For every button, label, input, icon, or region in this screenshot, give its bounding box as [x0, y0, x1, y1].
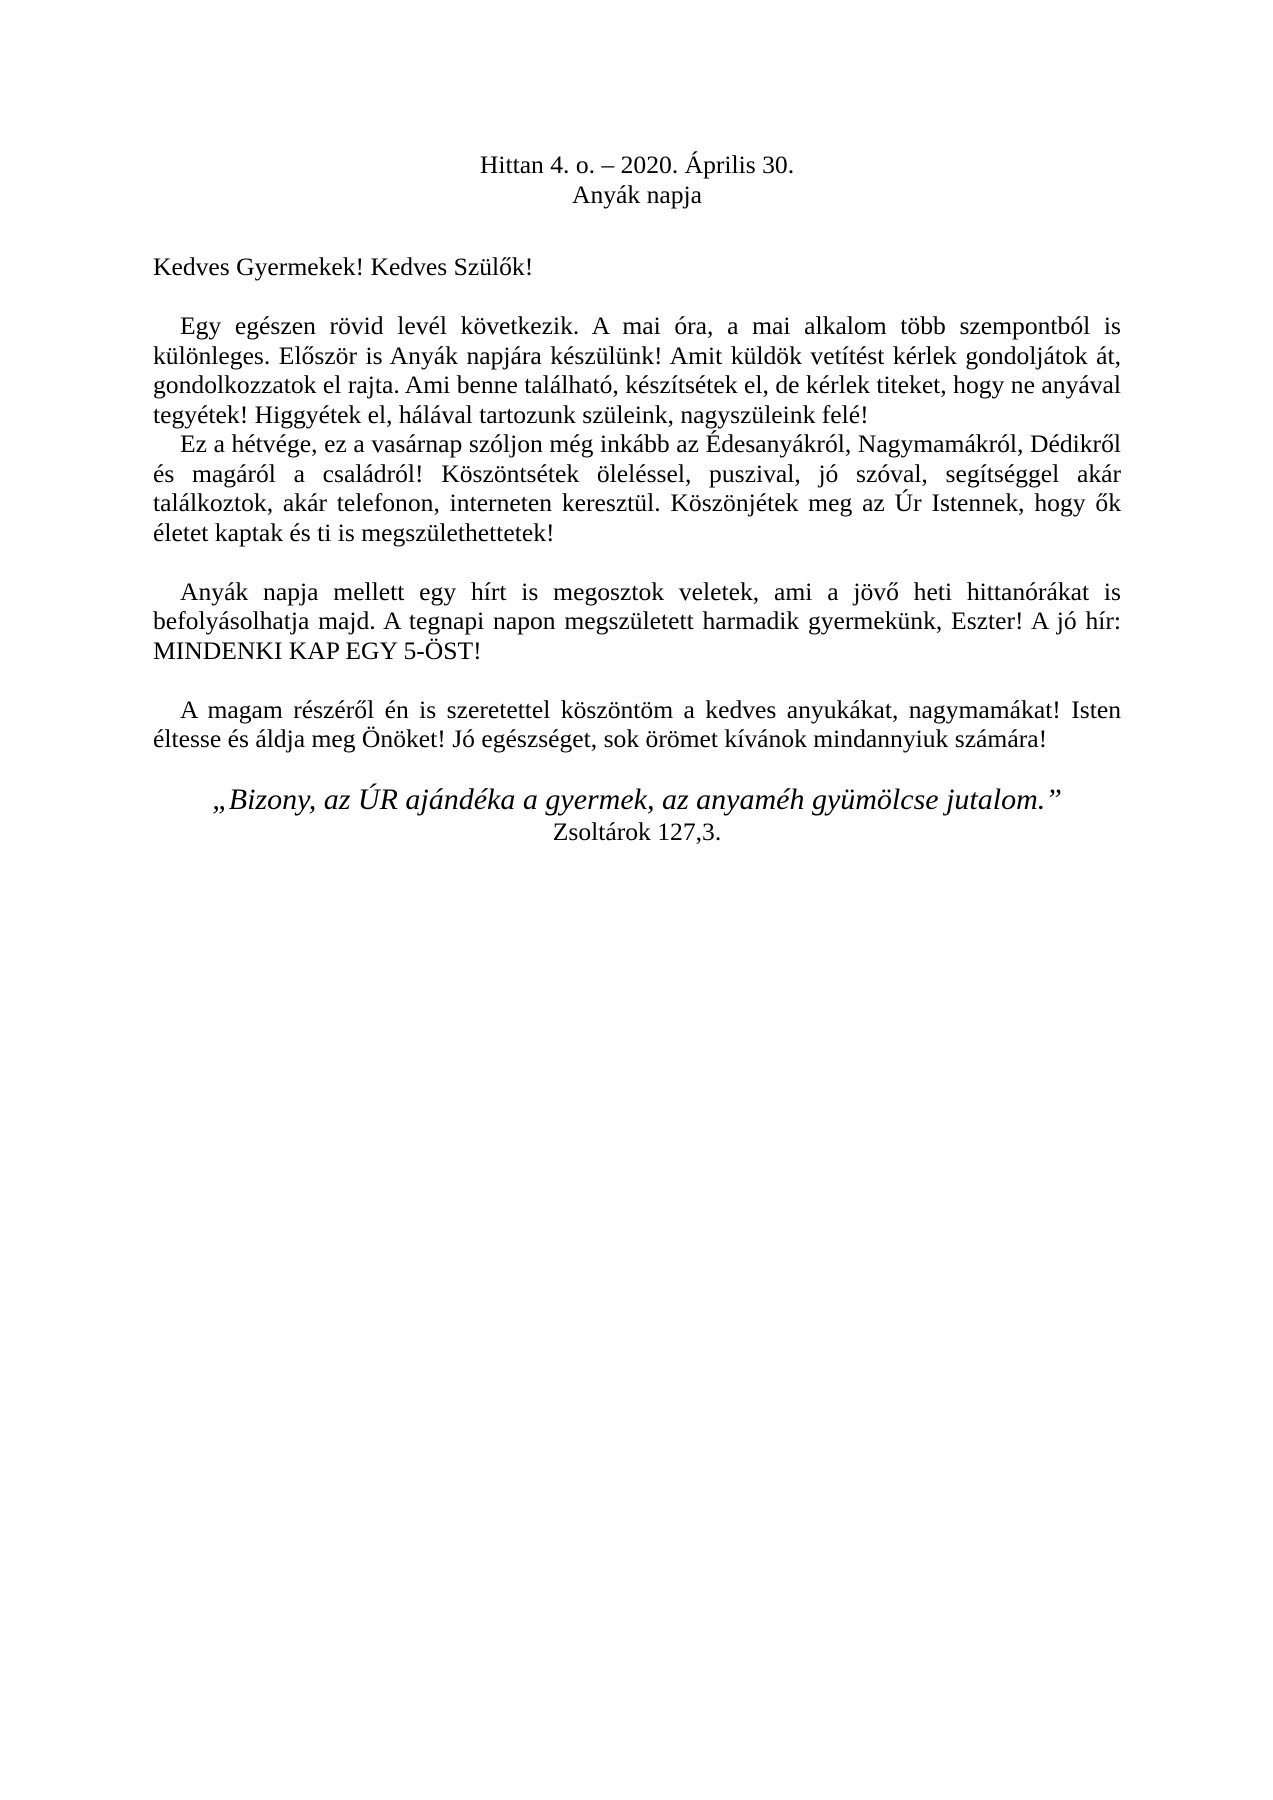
title-line-2: Anyák napja: [571, 179, 703, 209]
paragraph-3: Anyák napja mellett egy hírt is megosztok veletek, ami a jövő heti hittanórákat is befolyásolhatja majd. A tegnapi napon megszületett harmadik gyermekünk, Eszter! A jó hír: MINDENKI KAP EGY 5-ÖST!: [153, 576, 1121, 665]
paragraph-1: Egy egészen rövid levél következik. A mai óra, a mai alkalom több szempontból is különleges. Először is Anyák napjára készülünk! Amit küldök vetítést kérlek gondoljátok át, gondolkozzatok el rajta. Ami benne található, készítsétek el, de kérlek titeket, hogy ne anyával tegyétek! Higgyétek el, hálával tartozunk szüleink, nagyszüleink felé!: [153, 311, 1121, 429]
greeting-line: Kedves Gyermekek! Kedves Szülők!: [153, 252, 534, 281]
document-title: [153, 150, 1121, 209]
paragraph-2: Ez a hétvége, ez a vasárnap szóljon még inkább az Édesanyákról, Nagymamákról, Dédikről és magáról a családról! Köszöntsétek öleléssel, puszival, jó szóval, segítséggel akár találkoztok, akár telefonon, interneten keresztül. Köszönjétek meg az Úr Istennek, hogy ők életet kaptak és ti is megszülethettetek!: [153, 429, 1121, 547]
title-line-1: Hittan 4. o. – 2020. Április 30.: [479, 150, 795, 179]
quote-citation: Zsoltárok 127,3.: [552, 817, 722, 846]
paragraph-4: A magam részéről én is szeretettel köszöntöm a kedves anyukákat, nagymamákat! Isten éltesse és áldja meg Önöket! Jó egészséget, sok örömet kívánok mindannyiuk számára!: [153, 694, 1121, 753]
bible-quote: „Bizony, az ÚR ajándéka a gyermek, az anyaméh gyümölcse jutalom.”: [212, 783, 1062, 816]
